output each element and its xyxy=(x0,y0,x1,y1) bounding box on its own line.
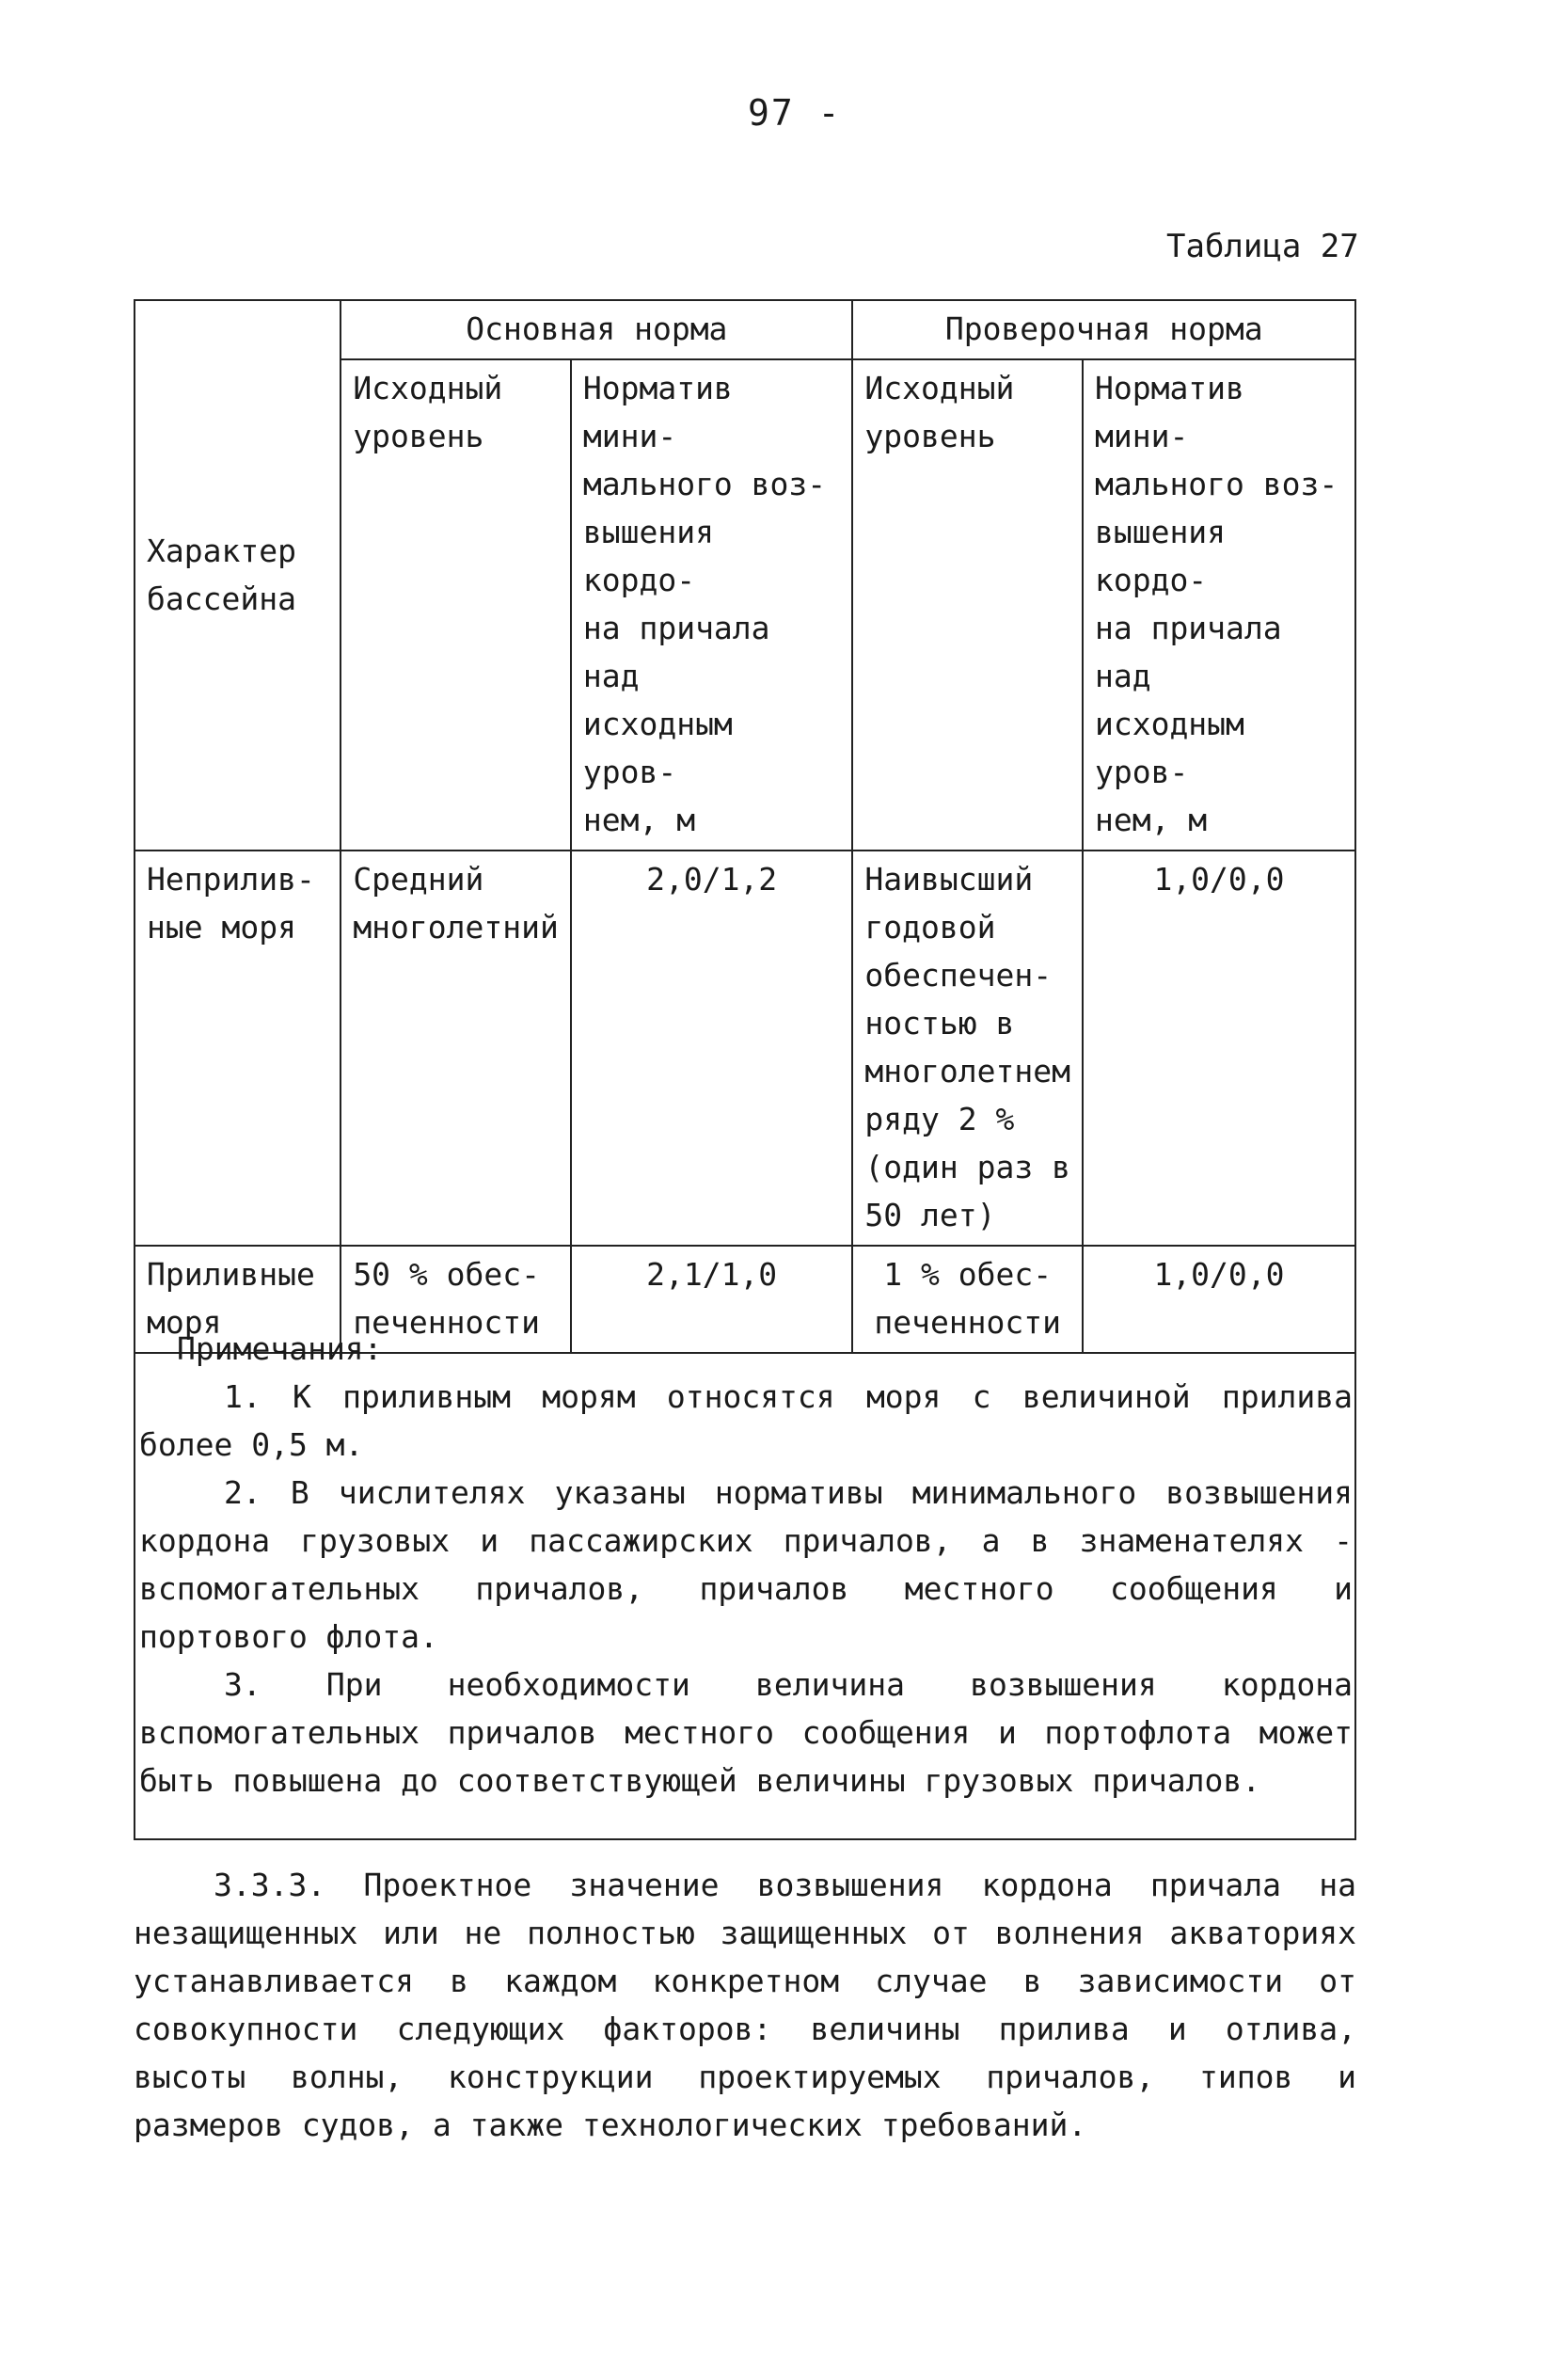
cell-basin: Неприлив- ные моря xyxy=(135,851,341,1246)
page-number: 97 - xyxy=(748,92,842,134)
note-item: 3. При необходимости величина возвышения кордона вспомогательных причалов местного сообщения и портофлота может быть повышена до соответствующей величины грузовых причалов. xyxy=(139,1666,1353,1799)
body-paragraph: 3.3.3. Проектное значение возвышения кордона причала на незащищенных или не полностью защищенных от волнения акваториях устанавливается в каждом конкретном случае в зависимости от совокупности следующих факторов: величины прилива и отлива, высоты волны, конструкции проектируемых причалов, типов и размеров судов, а также технологических требований. xyxy=(134,1867,1356,2143)
header-source-level: Исходный уровень xyxy=(341,359,571,851)
table-notes xyxy=(139,1325,1353,1805)
header-normative-2: Норматив мини- мального воз- вышения кордо- на причала над исходным уров- нем, м xyxy=(1083,359,1355,851)
norms-table xyxy=(134,299,1356,1354)
cell-check-value: 1,0/0,0 xyxy=(1083,851,1355,1246)
table-row xyxy=(135,851,1355,1246)
note-item: 1. К приливным морям относятся моря с величиной прилива более 0,5 м. xyxy=(139,1378,1353,1463)
header-normative: Норматив мини- мального воз- вышения кордо- на причала над исходным уров- нем, м xyxy=(571,359,853,851)
table-caption: Таблица 27 xyxy=(1166,228,1359,265)
note-item: 2. В числителях указаны нормативы минимального возвышения кордона грузовых и пассажирских причалов, а в знаменателях - вспомогательных причалов, причалов местного сообщения и портового флота. xyxy=(139,1474,1353,1655)
cell-check-level: Наивысший годовой обеспечен- ностью в многолетнем ряду 2 % (один раз в 50 лет) xyxy=(852,851,1083,1246)
header-basin: Характер бассейна xyxy=(135,300,341,851)
cell-basin: Приливные моря xyxy=(135,1246,341,1353)
cell-main-level: 50 % обес- печенности xyxy=(341,1246,571,1353)
cell-main-value: 2,1/1,0 xyxy=(571,1246,853,1353)
table-header-row xyxy=(135,300,1355,359)
header-main-norm: Основная норма xyxy=(341,300,852,359)
cell-check-level: 1 % обес- печенности xyxy=(852,1246,1083,1353)
header-check-norm: Проверочная норма xyxy=(852,300,1355,359)
header-source-level-2: Исходный уровень xyxy=(852,359,1083,851)
notes-title: Примечания: xyxy=(177,1330,383,1367)
body-text xyxy=(134,1861,1356,2149)
cell-main-value: 2,0/1,2 xyxy=(571,851,853,1246)
cell-main-level: Средний многолетний xyxy=(341,851,571,1246)
cell-check-value: 1,0/0,0 xyxy=(1083,1246,1355,1353)
